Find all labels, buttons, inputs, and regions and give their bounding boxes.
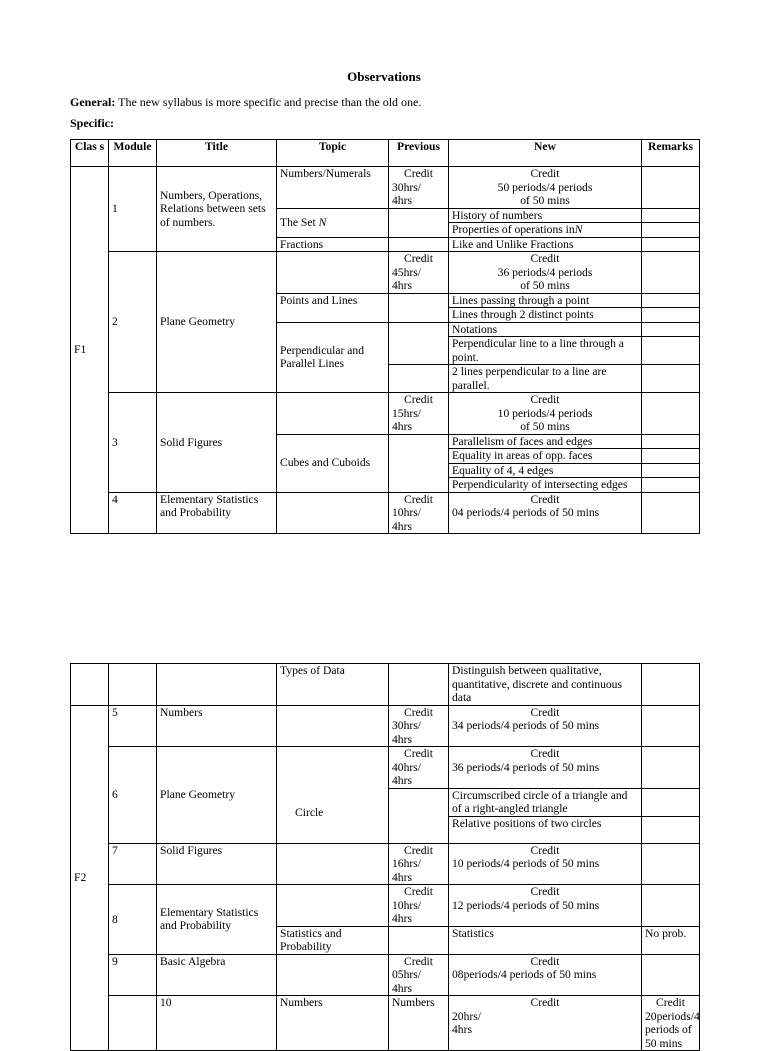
new-cell: Credit 04 periods/4 periods of 50 mins	[449, 492, 642, 534]
header-row	[71, 140, 700, 167]
title-cell: Plane Geometry	[157, 747, 277, 844]
module-cell: 7	[109, 843, 157, 885]
new-cell: 2 lines perpendicular to a line are parallel.	[449, 365, 642, 393]
page-title: Observations	[347, 69, 421, 84]
new-cell: History of numbers	[449, 208, 642, 223]
table-row	[71, 664, 700, 706]
syllabus-table-f1	[70, 139, 700, 534]
title-cell: Solid Figures	[157, 843, 277, 885]
col-header: Module	[109, 140, 157, 167]
module-cell: 2	[109, 252, 157, 393]
col-header: Title	[157, 140, 277, 167]
new-cell: Statistics	[449, 926, 642, 954]
module-cell: 1	[109, 167, 157, 252]
general-paragraph	[70, 95, 421, 110]
previous-cell: Credit 16hrs/ 4hrs	[389, 843, 449, 885]
general-text: The new syllabus is more specific and precise than the old one.	[118, 95, 422, 109]
general-label: General:	[70, 95, 116, 109]
table-row	[71, 492, 700, 534]
module-cell: 3	[109, 393, 157, 493]
new-cell: Credit 10 periods/4 periods of 50 mins	[449, 393, 642, 435]
new-cell: Parallelism of faces and edges	[449, 434, 642, 449]
new-cell: Perpendicularity of intersecting edges	[449, 478, 642, 493]
new-cell: Relative positions of two circles	[449, 816, 642, 843]
new-cell: Perpendicular line to a line through a point.	[449, 337, 642, 365]
previous-cell: Credit 10hrs/ 4hrs	[389, 492, 449, 534]
new-cell: Credit 34 periods/4 periods of 50 mins	[449, 705, 642, 747]
topic-cell: Numbers	[389, 996, 449, 1051]
module-cell: 5	[109, 705, 157, 747]
previous-cell: Credit 45hrs/ 4hrs	[389, 252, 449, 294]
table-row	[71, 885, 700, 927]
title-cell: Basic Algebra	[157, 954, 277, 996]
module-cell: 6	[109, 747, 157, 844]
new-cell: Equality in areas of opp. faces	[449, 449, 642, 464]
specific-label: Specific:	[70, 116, 114, 130]
module-cell: 10	[157, 996, 277, 1051]
new-cell: Lines passing through a point	[449, 293, 642, 308]
table-row	[71, 167, 700, 209]
col-header: Remarks	[642, 140, 700, 167]
previous-cell: Credit 15hrs/ 4hrs	[389, 393, 449, 435]
table-row	[71, 747, 700, 789]
new-cell: Circumscribed circle of a triangle and of a right-angled triangle	[449, 788, 642, 816]
title-cell: Plane Geometry	[157, 252, 277, 393]
previous-cell: Credit 10hrs/ 4hrs	[389, 885, 449, 927]
title-cell: Solid Figures	[157, 393, 277, 493]
title-cell: Elementary Statistics and Probability	[157, 885, 277, 955]
col-header: New	[449, 140, 642, 167]
new-cell: Credit 20periods/4 periods of 50 mins	[642, 996, 700, 1051]
new-cell: Notations	[449, 322, 642, 337]
topic-cell: The Set N	[277, 208, 389, 237]
new-cell: Credit 08periods/4 periods of 50 mins	[449, 954, 642, 996]
new-cell: Like and Unlike Fractions	[449, 237, 642, 252]
col-header: Topic	[277, 140, 389, 167]
module-cell: 4	[109, 492, 157, 534]
syllabus-table-f2	[70, 663, 700, 1051]
topic-cell: Numbers/Numerals	[277, 167, 389, 209]
previous-cell: Credit 30hrs/ 4hrs	[389, 167, 449, 209]
col-header: Previous	[389, 140, 449, 167]
title-cell: Numbers	[277, 996, 389, 1051]
table-row	[71, 393, 700, 435]
topic-cell: Statistics and Probability	[277, 926, 389, 954]
previous-cell: Credit 40hrs/ 4hrs	[389, 747, 449, 789]
table-row	[71, 954, 700, 996]
topic-cell: Points and Lines	[277, 293, 389, 322]
topic-cell: Fractions	[277, 237, 389, 252]
col-header: Clas s	[71, 140, 109, 167]
new-cell: Distinguish between qualitative, quantitative, discrete and continuous data	[449, 664, 642, 706]
module-cell: 9	[109, 954, 157, 996]
previous-cell: Credit 20hrs/ 4hrs	[449, 996, 642, 1051]
topic-cell: Perpendicular and Parallel Lines	[277, 322, 389, 393]
new-cell: Credit 36 periods/4 periods of 50 mins	[449, 747, 642, 789]
table-row	[71, 252, 700, 294]
previous-cell: Credit 05hrs/ 4hrs	[389, 954, 449, 996]
topic-cell: Circle	[277, 747, 389, 844]
table-row	[71, 996, 700, 1051]
new-cell: Credit 36 periods/4 periods of 50 mins	[449, 252, 642, 294]
new-cell: Properties of operations inN	[449, 223, 642, 238]
table-row	[71, 843, 700, 885]
class-cell: F2	[71, 705, 109, 1051]
remarks-cell: No prob.	[642, 926, 700, 954]
topic-cell: Types of Data	[277, 664, 389, 706]
title-cell: Numbers	[157, 705, 277, 747]
remarks-cell	[642, 167, 700, 209]
new-cell: Credit 50 periods/4 periods of 50 mins	[449, 167, 642, 209]
module-cell: 8	[109, 885, 157, 955]
new-cell: Lines through 2 distinct points	[449, 308, 642, 323]
title-cell: Elementary Statistics and Probability	[157, 492, 277, 534]
new-cell: Equality of 4, 4 edges	[449, 463, 642, 478]
title-cell: Numbers, Operations, Relations between sets of numbers.	[157, 167, 277, 252]
class-cell: F1	[71, 167, 109, 534]
previous-cell: Credit 30hrs/ 4hrs	[389, 705, 449, 747]
table-row	[71, 705, 700, 747]
new-cell: Credit 12 periods/4 periods of 50 mins	[449, 885, 642, 927]
topic-cell: Cubes and Cuboids	[277, 434, 389, 492]
new-cell: Credit 10 periods/4 periods of 50 mins	[449, 843, 642, 885]
